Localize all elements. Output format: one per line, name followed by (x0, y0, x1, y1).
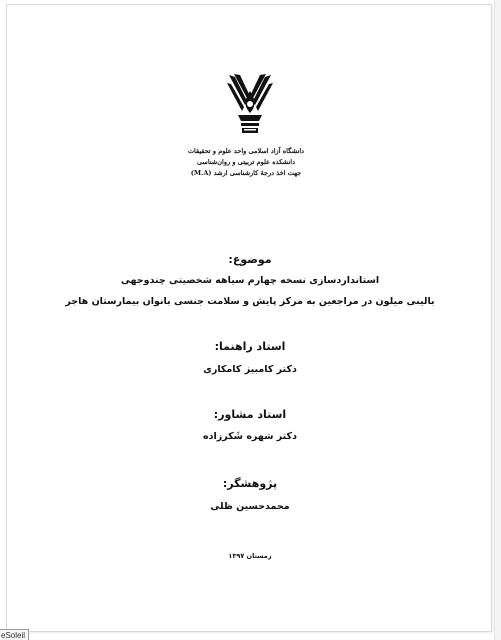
supervisor-name: دکتر کامبیز کامکاری (203, 364, 297, 375)
researcher-name: محمدحسین ظلی (210, 501, 290, 512)
vertical-scrollbar[interactable] (494, 0, 501, 640)
status-chip[interactable]: eSoleil (0, 629, 29, 640)
supervisor-label: استاد راهنما: (214, 340, 286, 353)
researcher-label: پژوهشگر: (222, 477, 278, 490)
thesis-title-line-1: استانداردسازی نسخه چهارم سیاهه شخصیتی چندوجهی (120, 275, 380, 286)
submission-date: زمستان ۱۳۹۷ (228, 552, 272, 560)
university-logo (225, 71, 275, 137)
institution-line-degree: جهت اخذ درجهٔ کارشناسی ارشد (M.A) (190, 169, 302, 177)
advisor-name: دکتر شهره شَکرزاده (203, 431, 297, 442)
thesis-title-line-2: بالینی میلون در مراجعین به مرکز پایش و سلامت جنسی بانوان بیمارستان هاجر (65, 296, 435, 307)
institution-line-university: دانشگاه آزاد اسلامی واحد علوم و تحقیقات (187, 147, 305, 155)
document-page (6, 4, 492, 632)
institution-line-faculty: دانشکده علوم تربیتی و روان‌شناسی (197, 158, 295, 166)
subject-label: موضوع: (228, 253, 272, 266)
advisor-label: استاد مشاور: (213, 408, 287, 421)
